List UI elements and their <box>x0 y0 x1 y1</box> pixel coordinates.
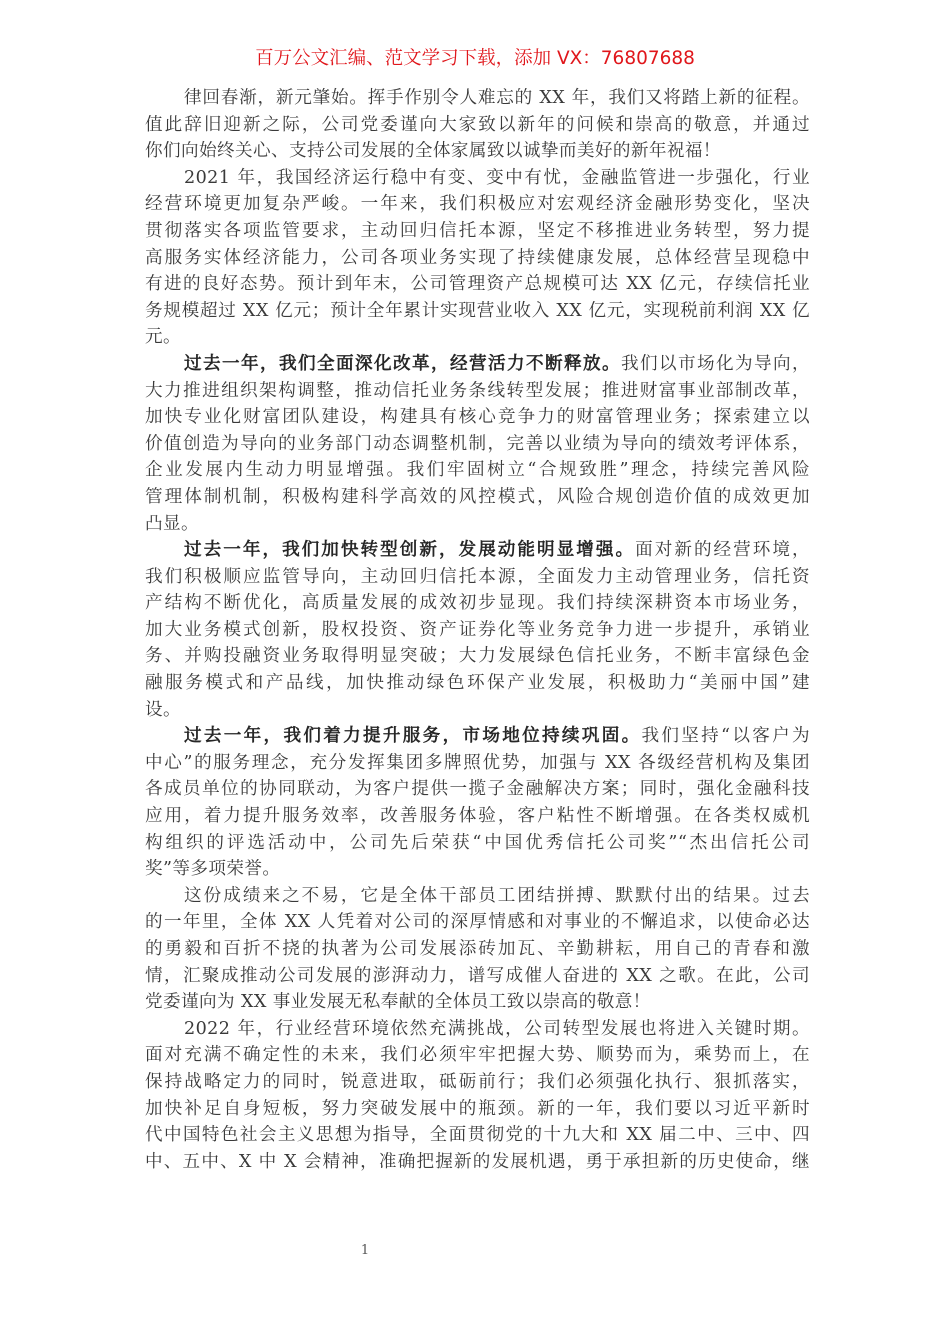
text-line: 加快补足自身短板，努力突破发展中的瓶颈。新的一年，我们要以习近平新时 <box>145 1098 810 1119</box>
paragraph-service <box>145 723 810 883</box>
document-body <box>145 85 810 1175</box>
paragraph-lead-heading: 过去一年，我们全面深化改革，经营活力不断释放。 <box>184 352 621 374</box>
text-line: 我们积极顺应监管导向，主动回归信托本源，全面发力主动管理业务，信托资 <box>145 566 810 587</box>
text-line: 代中国特色社会主义思想为指导，全面贯彻党的十九大和 XX 届二中、三中、四 <box>145 1125 810 1146</box>
text-line: 融服务模式和产品线，加快推动绿色环保产业发展，积极助力“美丽中国”建 <box>145 673 810 694</box>
text-line: 党委谨向为 XX 事业发展无私奉献的全体员工致以崇高的敬意！ <box>145 992 651 1013</box>
text-line: 凸显。 <box>145 513 199 534</box>
paragraph-lead-heading: 过去一年，我们加快转型创新，发展动能明显增强。 <box>184 539 636 561</box>
text-line: 加快专业化财富团队建设，构建具有核心竞争力的财富管理业务；探索建立以 <box>145 407 810 428</box>
paragraph-innovation <box>145 537 810 723</box>
text-line: 律回春渐，新元肇始。挥手作别令人难忘的 XX 年，我们又将踏上新的征程。 <box>184 88 810 108</box>
text-line <box>145 537 810 564</box>
text-line <box>145 723 810 750</box>
text-line: 中心”的服务理念，充分发挥集团多牌照优势，加强与 XX 各级经营机构及集团 <box>145 752 810 773</box>
text-line: 面对充满不确定性的未来，我们必须牢牢把握大势、顺势而为，乘势而上，在 <box>145 1045 810 1066</box>
text-line: 中、五中、X 中 X 会精神，准确把握新的发展机遇，勇于承担新的历史使命，继 <box>145 1151 810 1172</box>
text-segment: 我们坚持“以客户为 <box>641 726 810 747</box>
text-line: 各成员单位的协同联动，为客户提供一揽子金融解决方案；同时，强化金融科技 <box>145 779 810 800</box>
text-line: 有进的良好态势。预计到年末，公司管理资产总规模可达 XX 亿元，存续信托业 <box>145 274 810 295</box>
text-line: 加大业务模式创新，股权投资、资产证券化等业务竞争力进一步提升，承销业 <box>145 619 810 640</box>
text-segment: 面对新的经营环境， <box>635 540 811 561</box>
text-line: 情，汇聚成推动公司发展的澎湃动力，谱写成催人奋进的 XX 之歌。在此，公司 <box>145 965 810 986</box>
text-line: 你们向始终关心、支持公司发展的全体家属致以诚挚而美好的新年祝福！ <box>145 141 721 162</box>
paragraph-gratitude <box>145 883 810 1016</box>
paragraph-greeting <box>145 85 810 165</box>
text-line: 价值创造为导向的业务部门动态调整机制，完善以业绩为导向的绩效考评体系， <box>145 433 810 454</box>
text-line: 值此辞旧迎新之际，公司党委谨向大家致以新年的问候和崇高的敬意，并通过 <box>145 114 810 135</box>
text-line: 大力推进组织架构调整，推动信托业务条线转型发展；推进财富事业部制改革， <box>145 380 810 401</box>
text-line: 这份成绩来之不易，它是全体干部员工团结拼搏、默默付出的结果。过去 <box>184 885 810 906</box>
text-line: 产结构不断优化，高质量发展的成效初步显现。我们持续深耕资本市场业务， <box>145 593 810 614</box>
text-line: 管理体制机制，积极构建科学高效的风控模式，风险合规创造价值的成效更加 <box>145 486 810 507</box>
paragraph-2022-outlook <box>145 1016 810 1176</box>
paragraph-reform <box>145 351 810 537</box>
text-line: 保持战略定力的同时，锐意进取，砥砺前行；我们必须强化执行、狠抓落实， <box>145 1071 810 1092</box>
text-segment: 我们以市场化为导向， <box>621 353 810 374</box>
page-number: 1 <box>360 1243 370 1258</box>
text-line: 企业发展内生动力明显增强。我们牢固树立“合规致胜”理念，持续完善风险 <box>145 460 810 481</box>
paragraph-lead-heading: 过去一年，我们着力提升服务，市场地位持续巩固。 <box>184 725 642 747</box>
text-line: 贯彻落实各项监管要求，主动回归信托本源，坚定不移推进业务转型，努力提 <box>145 220 810 241</box>
text-line: 2021 年，我国经济运行稳中有变、变中有忧，金融监管进一步强化，行业 <box>184 167 810 188</box>
text-line: 应用，着力提升服务效率，改善服务体验，客户粘性不断增强。在各类权威机 <box>145 806 810 827</box>
watermark-header: 百万公文汇编、范文学习下载，添加 VX：76807688 <box>255 48 695 69</box>
text-line: 高服务实体经济能力，公司各项业务实现了持续健康发展，总体经营呈现稳中 <box>145 247 810 268</box>
text-line: 元。 <box>145 327 181 348</box>
paragraph-2021-review <box>145 165 810 351</box>
text-line: 务、并购投融资业务取得明显突破；大力发展绿色信托业务，不断丰富绿色金 <box>145 646 810 667</box>
text-line: 构组织的评选活动中，公司先后荣获“中国优秀信托公司奖”“杰出信托公司 <box>145 832 810 853</box>
text-line: 设。 <box>145 699 181 720</box>
text-line: 2022 年，行业经营环境依然充满挑战，公司转型发展也将进入关键时期。 <box>184 1018 810 1039</box>
text-line: 奖”等多项荣誉。 <box>145 859 281 880</box>
text-line: 经营环境更加复杂严峻。一年来，我们积极应对宏观经济金融形势变化，坚决 <box>145 194 810 215</box>
text-line <box>145 351 810 378</box>
text-line: 务规模超过 XX 亿元；预计全年累计实现营业收入 XX 亿元，实现税前利润 XX 亿 <box>145 300 810 321</box>
text-line: 的一年里，全体 XX 人凭着对公司的深厚情感和对事业的不懈追求，以使命必达 <box>145 912 810 933</box>
text-line: 的勇毅和百折不挠的执著为公司发展添砖加瓦、辛勤耕耘，用自己的青春和激 <box>145 939 810 959</box>
